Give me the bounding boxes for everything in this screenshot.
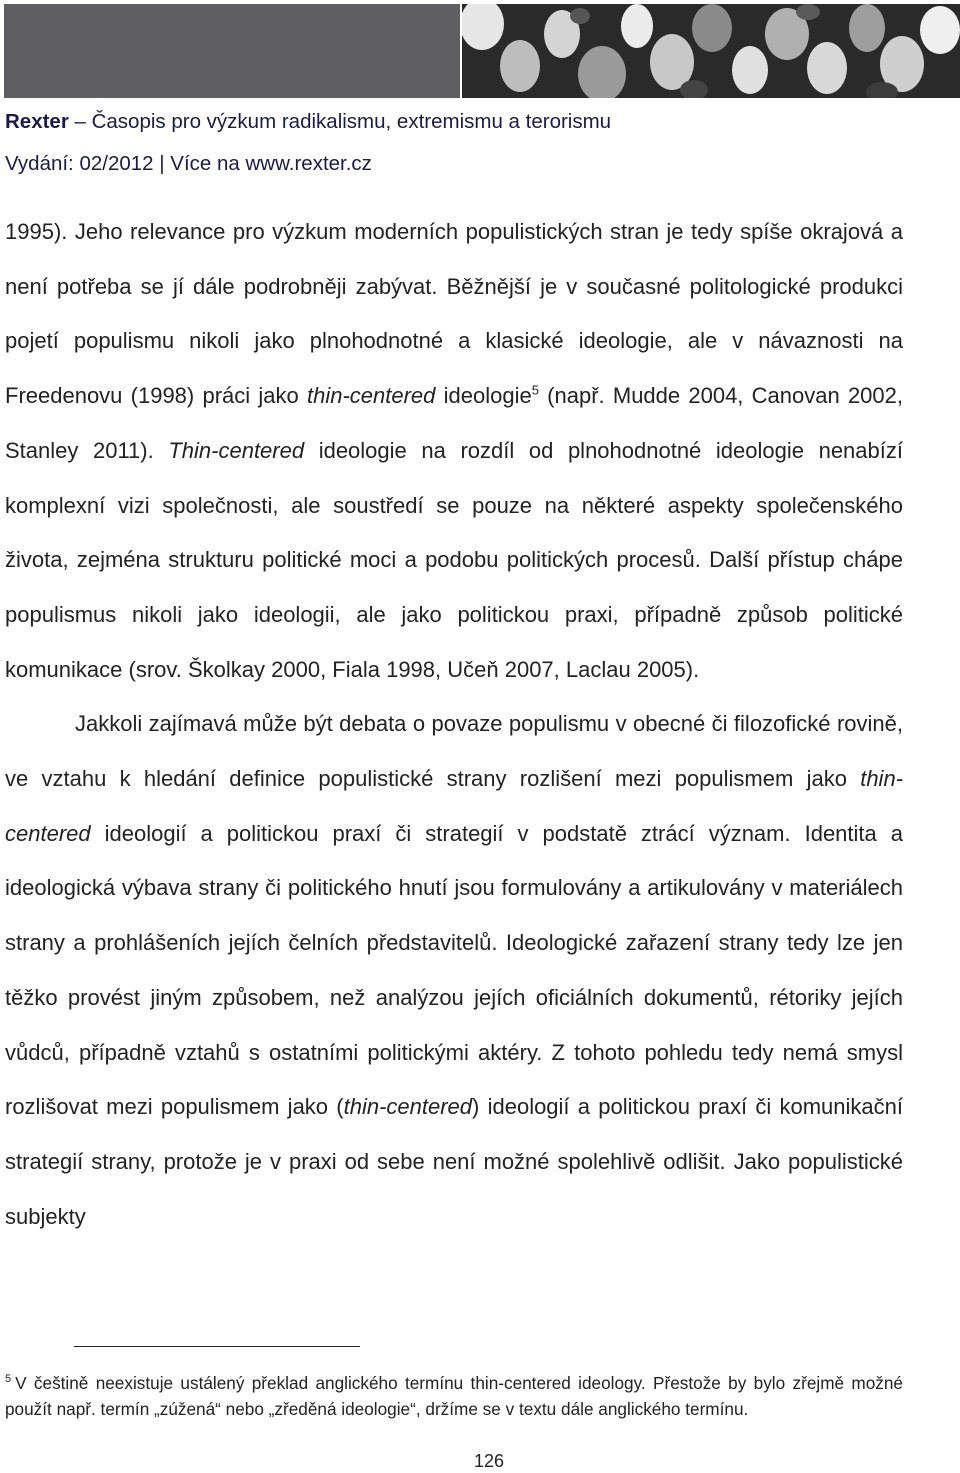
text-run: (např. Mudde 2004, Canovan 2002, Stanley 2011). (5, 383, 903, 463)
issue-line: Vydání: 02/2012 | Více na www.rexter.cz (5, 152, 372, 175)
text-run: Jakkoli zajímavá může být debata o povaze populismu v obecné či filozofické rovině, ve vztahu k hledání definice populistické strany rozlišení mezi populismem jako (5, 711, 903, 792)
header-banner (0, 0, 960, 100)
journal-subtitle: – Časopis pro výzkum radikalismu, extremismu a terorismu (68, 110, 612, 133)
text-run: 1995). Jeho relevance pro výzkum moderních populistických stran je tedy spíše okrajová a není potřeba se jí dále podrobněji zabývat. Běžnější je v současné politologické produkci pojetí populismu nikoli jako plnohodnotné a klasické ideologie, ale v návaznosti na Freedenovu (1998) práci jako (5, 219, 903, 409)
paragraph-2 (5, 697, 903, 1244)
emphasis: thin-centered (306, 383, 436, 409)
text-run: ideologií a politickou praxí či strategií v podstatě ztrácí význam. Identita a ideologická výbava strany či politického hnutí jsou formulovány a artikulovány v materiálech strany a prohlášeních jejích čelních představitelů. Ideologické zařazení strany tedy lze jen těžko provést jiným způsobem, než analýzou jejích oficiálních dokumentů, rétoriky jejích vůdců, případně vztahů s ostatními politickými aktéry. Z tohoto pohledu tedy nemá smysl rozlišovat mezi populismem jako ( (5, 820, 903, 1120)
footnote-ref: 5 (531, 382, 539, 398)
emphasis: thin-centered (343, 1094, 473, 1120)
emphasis: Thin-centered (168, 437, 305, 463)
journal-name: Rexter (5, 110, 69, 133)
footnote-number: 5 (5, 1373, 12, 1386)
page-number: 126 (473, 1451, 505, 1471)
text-run: ideologie na rozdíl od plnohodnotné ideologie nenabízí komplexní vizi společnosti, ale soustředí se pouze na některé aspekty společenského života, zejména strukturu politické moci a podobu politických procesů. Další přístup chápe populismus nikoli jako ideologii, ale jako politickou praxi, případně způsob politické komunikace (srov. Školkay 2000, Fiala 1998, Učeň 2007, Laclau 2005). (5, 437, 903, 682)
paragraph-1 (5, 205, 903, 697)
text-run: ideologie (435, 383, 532, 409)
article-body (5, 205, 903, 1244)
footnote-divider (74, 1346, 360, 1347)
journal-title (5, 110, 611, 134)
banner-gray-panel (4, 4, 460, 98)
emphasis: thin-centered (5, 766, 903, 846)
text-run: ) ideologií a politickou praxí či komunikační strategií strany, protože je v praxi od sebe není možné spolehlivě odlišit. Jako populistické subjekty (5, 1094, 903, 1229)
footnote-text: V češtině neexistuje ustálený překlad anglického termínu thin-centered ideology. Přestože by bylo zřejmě možné použít např. termín „zúžená“ nebo „zředěná ideologie“, držíme se v textu dále anglického termínu. (5, 1373, 903, 1419)
crowd-photo (462, 4, 960, 98)
footnote (5, 1370, 903, 1422)
